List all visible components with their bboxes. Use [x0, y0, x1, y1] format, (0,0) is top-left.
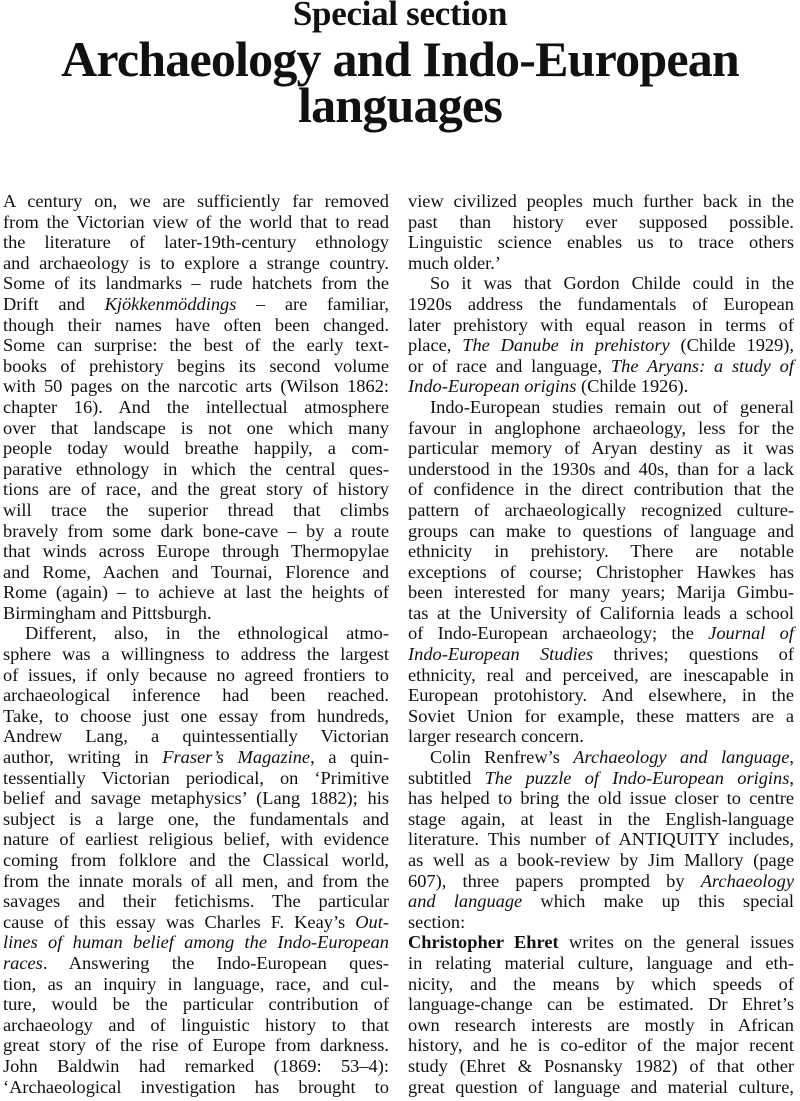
- text-line: [3, 315, 389, 336]
- text-run: understood in the 1930s and 40s, than for a lack: [408, 458, 794, 479]
- text-run: chapter 16). And the intellectual atmosphere: [3, 396, 389, 417]
- text-line: [408, 974, 794, 995]
- text-run: tions are of race, and the great story of history: [3, 479, 389, 500]
- text-line: [3, 521, 389, 542]
- italic-title: and language: [408, 891, 523, 912]
- text-run: great question of language and material culture,: [408, 1076, 794, 1097]
- text-line: [408, 500, 794, 521]
- text-run: ,: [789, 747, 794, 768]
- text-line: [408, 479, 794, 500]
- text-line: [408, 253, 794, 274]
- text-line: [408, 459, 794, 480]
- text-run: parative ethnology in which the central ques-: [3, 458, 389, 479]
- text-line: [408, 665, 794, 686]
- text-column-right: [408, 191, 794, 1097]
- text-run: Indo-European studies remain out of general: [430, 396, 794, 417]
- text-run: of issues, if only because no agreed frontiers to: [3, 664, 389, 685]
- text-line: [3, 850, 389, 871]
- italic-title: races: [3, 952, 43, 973]
- text-run: (Childe 1926).: [576, 376, 689, 397]
- text-line: [408, 232, 794, 253]
- paragraph: [3, 623, 389, 1097]
- text-run: though their names have often been changed.: [3, 314, 389, 335]
- italic-title: Archaeology and language: [573, 747, 790, 768]
- text-run: books of prehistory begins its second volume: [3, 355, 389, 376]
- text-line: [3, 932, 389, 953]
- text-run: Drift and: [3, 293, 105, 314]
- text-line: [408, 932, 794, 953]
- text-run: the literature of later-19th-century ethnology: [3, 232, 389, 253]
- text-line: [408, 747, 794, 768]
- text-run: Some of its landmarks – rude hatchets from the: [3, 273, 389, 294]
- text-run: great story of the rise of Europe from darkness.: [3, 1035, 389, 1056]
- text-run: which make up this special: [522, 891, 794, 912]
- text-run: section:: [408, 911, 466, 932]
- text-run: and Rome, Aachen and Tournai, Florence and: [3, 561, 389, 582]
- paragraph: [408, 747, 794, 932]
- text-line: [3, 479, 389, 500]
- text-run: ethnicity in prehistory. There are notable: [408, 541, 794, 562]
- text-run: of Indo-European archaeology; the: [408, 623, 709, 644]
- text-line: [408, 829, 794, 850]
- text-line: [3, 891, 389, 912]
- text-line: [408, 562, 794, 583]
- text-run: place,: [408, 335, 463, 356]
- text-line: [3, 788, 389, 809]
- section-kicker: Special section: [292, 0, 508, 33]
- text-line: [3, 1056, 389, 1077]
- text-line: [3, 1015, 389, 1036]
- text-run: ‘Archaeological investigation has brought to: [3, 1076, 389, 1097]
- italic-title: Journal of: [708, 623, 794, 644]
- text-line: [408, 788, 794, 809]
- text-run: – are familiar,: [236, 293, 390, 314]
- text-run: (Childe 1929),: [669, 335, 794, 356]
- text-run: ,: [789, 767, 794, 788]
- text-run: been interested for many years; Marija Gimbu-: [408, 582, 794, 603]
- author-name: Christopher Ehret: [408, 932, 559, 953]
- text-line: [3, 335, 389, 356]
- text-line: [408, 541, 794, 562]
- text-run: So it was that Gordon Childe could in the: [430, 273, 794, 294]
- text-line: [3, 665, 389, 686]
- text-line: [408, 212, 794, 233]
- paragraph: [408, 932, 794, 1097]
- text-line: [408, 191, 794, 212]
- italic-title: lines of human belief among the Indo-European: [3, 932, 389, 953]
- italic-title: Indo-European Studies: [408, 644, 594, 665]
- text-line: [408, 438, 794, 459]
- text-run: ethnicity, real and perceived, are inescapable in: [408, 664, 794, 685]
- text-line: [3, 953, 389, 974]
- text-run: larger research concern.: [408, 726, 584, 747]
- text-run: pattern of archaeologically recognized culture-: [408, 499, 794, 520]
- text-line: [3, 644, 389, 665]
- text-line: [3, 418, 389, 439]
- text-line: [408, 891, 794, 912]
- text-run: subject is a large one, the fundamentals and: [3, 808, 389, 829]
- text-run: favour in anglophone archaeology, less for the: [408, 417, 794, 438]
- text-run: . Answering the Indo-European ques-: [42, 952, 389, 973]
- text-line: [3, 459, 389, 480]
- text-run: subtitled: [408, 767, 485, 788]
- text-run: tion, as an inquiry in language, race, and cul-: [3, 973, 389, 994]
- text-run: literature. This number of ANTIQUITY includes,: [408, 829, 794, 850]
- text-run: tas at the University of California leads a school: [408, 602, 794, 623]
- text-line: [408, 850, 794, 871]
- text-run: Linguistic science enables us to trace others: [408, 232, 794, 253]
- text-run: exceptions of course; Christopher Hawkes has: [408, 561, 794, 582]
- text-run: John Baldwin had remarked (1869: 53–4):: [3, 1055, 389, 1076]
- text-line: [3, 582, 389, 603]
- text-line: [3, 706, 389, 727]
- text-line: [3, 974, 389, 995]
- text-run: Birmingham and Pittsburgh.: [3, 602, 212, 623]
- text-run: , a quin-: [310, 747, 389, 768]
- text-line: [408, 768, 794, 789]
- text-run: belief and savage metaphysics’ (Lang 1882); his: [3, 788, 389, 809]
- text-line: [408, 726, 794, 747]
- text-run: writes on the general issues: [558, 932, 794, 953]
- text-line: [408, 994, 794, 1015]
- text-line: [408, 397, 794, 418]
- text-line: [408, 273, 794, 294]
- paragraph: [3, 191, 389, 623]
- text-line: [3, 912, 389, 933]
- text-run: coming from folklore and the Classical world,: [3, 850, 389, 870]
- text-line: [3, 294, 389, 315]
- text-line: [408, 603, 794, 624]
- text-line: [408, 1035, 794, 1056]
- text-line: [408, 685, 794, 706]
- text-run: over that landscape is not one which many: [3, 417, 389, 438]
- text-line: [3, 562, 389, 583]
- text-line: [3, 253, 389, 274]
- text-run: thrives; questions of: [593, 644, 794, 665]
- text-line: [3, 500, 389, 521]
- text-column-left: [3, 191, 389, 1097]
- text-line: [3, 397, 389, 418]
- text-run: savages and their fetichisms. The particular: [3, 891, 389, 912]
- text-run: study (Ehret & Posnansky 1982) of that other: [408, 1055, 794, 1076]
- text-line: [3, 994, 389, 1015]
- text-run: stage again, at least in the English-language: [408, 808, 794, 829]
- text-run: Different, also, in the ethnological atmo-: [25, 623, 389, 644]
- text-run: later prehistory with equal reason in terms of: [408, 314, 794, 335]
- italic-title: Fraser’s Magazine: [162, 747, 311, 768]
- text-run: own research interests are mostly in African: [408, 1014, 794, 1035]
- text-run: from the Victorian view of the world that to read: [3, 211, 389, 232]
- text-run: view civilized peoples much further back in the: [408, 191, 794, 211]
- text-run: nicity, and the means by which speeds of: [408, 973, 794, 994]
- text-line: [408, 871, 794, 892]
- text-run: or of race and language,: [408, 355, 611, 376]
- text-run: archaeological inference had been reached.: [3, 685, 389, 706]
- text-run: with 50 pages on the narcotic arts (Wilson 1862:: [3, 376, 389, 397]
- text-run: cause of this essay was Charles F. Keay’s: [3, 911, 356, 932]
- text-run: history, and he is co-editor of the major recent: [408, 1035, 794, 1056]
- article-title-line: Archaeology and Indo-European: [61, 31, 739, 87]
- text-line: [408, 706, 794, 727]
- text-run: European protohistory. And elsewhere, in the: [408, 685, 794, 706]
- text-line: [3, 212, 389, 233]
- text-line: [408, 1015, 794, 1036]
- text-run: people today would breathe happily, a com-: [3, 438, 389, 459]
- text-line: [408, 644, 794, 665]
- text-run: from the innate morals of all men, and from the: [3, 870, 389, 891]
- text-line: [3, 232, 389, 253]
- text-run: has helped to bring the old issue closer to centre: [408, 788, 794, 809]
- text-run: archaeology and of linguistic history to that: [3, 1014, 389, 1035]
- text-run: Andrew Lang, a quintessentially Victorian: [3, 726, 389, 747]
- italic-title: The Aryans: a study of: [610, 355, 794, 376]
- text-run: of confidence in the direct contribution that the: [408, 479, 794, 500]
- text-line: [408, 521, 794, 542]
- text-line: [3, 356, 389, 377]
- text-line: [3, 273, 389, 294]
- paragraph: [408, 191, 794, 273]
- text-run: author, writing in: [3, 747, 163, 768]
- text-run: 1920s address the fundamentals of European: [408, 293, 794, 314]
- text-line: [408, 582, 794, 603]
- text-line: [3, 726, 389, 747]
- text-line: [408, 623, 794, 644]
- text-line: [408, 953, 794, 974]
- text-line: [3, 623, 389, 644]
- text-run: in relating material culture, language and eth-: [408, 952, 794, 973]
- text-run: Colin Renfrew’s: [430, 747, 574, 768]
- text-run: Take, to choose just one essay from hundreds,: [3, 705, 389, 726]
- text-line: [3, 829, 389, 850]
- text-line: [408, 1056, 794, 1077]
- text-run: bravely from some dark bone-cave – by a route: [3, 520, 389, 541]
- text-line: [3, 1077, 389, 1098]
- text-line: [408, 1077, 794, 1098]
- article-title-line: languages: [298, 77, 502, 133]
- text-line: [408, 315, 794, 336]
- text-line: [408, 809, 794, 830]
- italic-title: Kjökkenmöddings: [104, 293, 237, 314]
- text-run: that winds across Europe through Thermopylae: [3, 541, 389, 562]
- text-line: [3, 603, 389, 624]
- text-line: [408, 418, 794, 439]
- italic-title: Indo-European origins: [408, 376, 577, 397]
- text-run: much older.’: [408, 252, 501, 273]
- text-line: [408, 356, 794, 377]
- text-line: [3, 871, 389, 892]
- text-line: [408, 294, 794, 315]
- text-line: [3, 376, 389, 397]
- text-line: [3, 1035, 389, 1056]
- text-run: Some can surprise: the best of the early text-: [3, 335, 389, 356]
- text-run: ture, would be the particular contribution of: [3, 994, 389, 1015]
- text-run: tessentially Victorian periodical, on ‘Primitive: [3, 767, 389, 788]
- text-run: Soviet Union for example, these matters are a: [408, 705, 794, 726]
- text-run: and archaeology is to explore a strange country.: [3, 252, 389, 273]
- text-run: Rome (again) – to achieve at last the heights of: [3, 582, 389, 603]
- italic-title: Archaeology: [700, 870, 794, 891]
- text-run: language-change can be estimated. Dr Ehret’s: [408, 994, 794, 1015]
- italic-title: Out-: [355, 911, 389, 932]
- paragraph: [408, 273, 794, 397]
- text-run: particular memory of Aryan destiny as it was: [408, 438, 794, 459]
- text-line: [408, 912, 794, 933]
- text-line: [3, 191, 389, 212]
- article-title: [0, 31, 800, 133]
- text-run: sphere was a willingness to address the largest: [3, 644, 389, 665]
- text-line: [3, 809, 389, 830]
- text-run: nature of earliest religious belief, with evidence: [3, 829, 389, 850]
- text-run: A century on, we are sufficiently far removed: [3, 191, 389, 211]
- text-line: [3, 768, 389, 789]
- text-line: [3, 685, 389, 706]
- text-run: groups can make to questions of language and: [408, 520, 794, 541]
- text-line: [3, 747, 389, 768]
- paragraph: [408, 397, 794, 747]
- text-run: 607), three papers prompted by: [408, 870, 701, 891]
- text-line: [3, 541, 389, 562]
- text-line: [408, 376, 794, 397]
- text-line: [408, 335, 794, 356]
- text-line: [3, 438, 389, 459]
- italic-title: The puzzle of Indo-European origins: [484, 767, 790, 788]
- text-run: as well as a book-review by Jim Mallory (page: [408, 850, 794, 870]
- text-run: will trace the superior thread that climbs: [3, 499, 389, 520]
- italic-title: The Danube in prehistory: [462, 335, 670, 356]
- text-run: past than history ever supposed possible.: [408, 211, 794, 232]
